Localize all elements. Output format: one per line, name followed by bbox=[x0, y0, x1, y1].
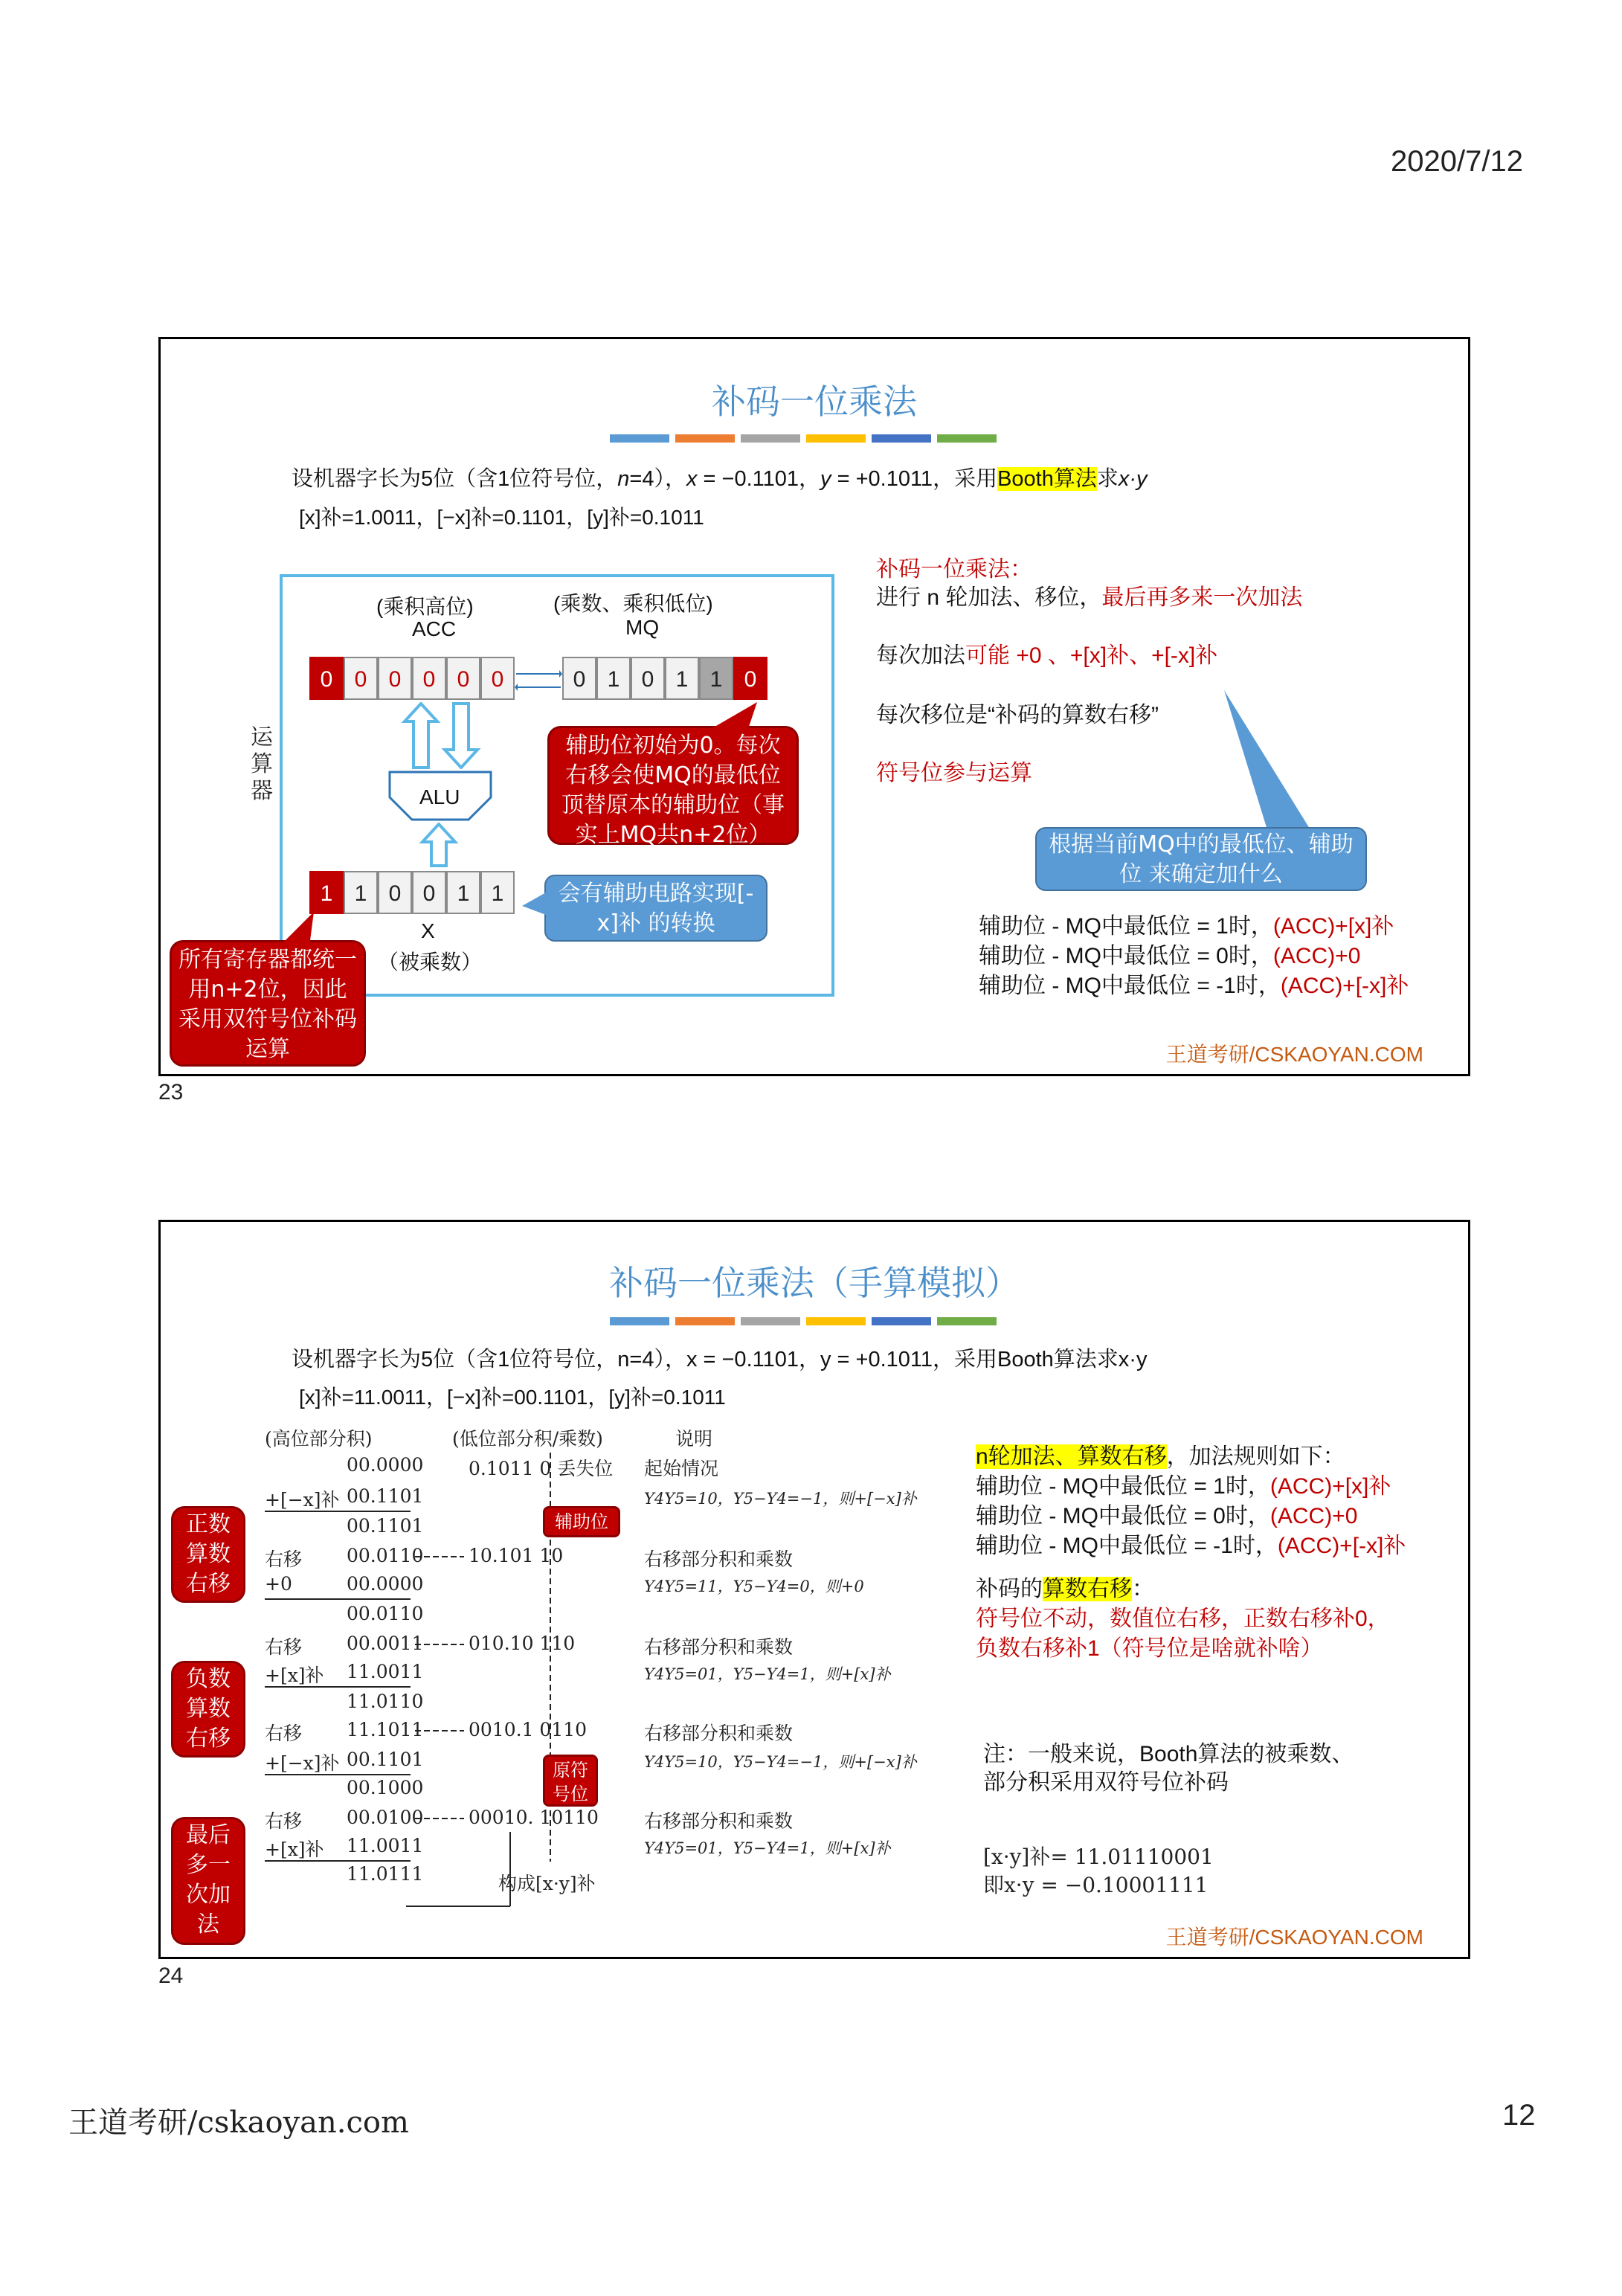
orig-sign-tag: 原符号位 bbox=[543, 1755, 598, 1807]
shift-heading: 补码的算数右移： bbox=[976, 1577, 1154, 1601]
result-true-value: 即x·y = −0.10001111 bbox=[983, 1873, 1209, 1897]
x-alu-arrow bbox=[418, 823, 460, 867]
neg-x-pointer bbox=[522, 890, 547, 919]
col-desc-header: 说明 bbox=[675, 1428, 713, 1450]
alu-label: ALU bbox=[419, 785, 460, 808]
slide-number: 24 bbox=[158, 1964, 184, 1988]
method-steps: 进行 n 轮加法、移位，最后再多来一次加法 bbox=[876, 585, 1303, 610]
mq-bit: 1 bbox=[596, 657, 631, 700]
high-value: 00.1000 bbox=[347, 1777, 424, 1798]
slide-24 bbox=[158, 1220, 1470, 1959]
step-desc: 右移部分积和乘数 bbox=[644, 1636, 794, 1658]
x-bit: 1 bbox=[446, 871, 480, 914]
op-label: +[−x]补 bbox=[265, 1752, 340, 1774]
mq-rule-callout: 根据当前MQ中的最低位、辅助位 来确定加什么 bbox=[1035, 827, 1367, 891]
op-label: +[x]补 bbox=[265, 1665, 324, 1686]
rule-minus-x: 辅助位 - MQ中最低位 = -1时，(ACC)+[-x]补 bbox=[979, 974, 1409, 998]
note-line-1: 注：一般来说，Booth算法的被乘数、 bbox=[983, 1742, 1354, 1766]
rule-plus-zero: 辅助位 - MQ中最低位 = 0时，(ACC)+0 bbox=[976, 1504, 1358, 1528]
low-value: 0.1011 0 丢失位 bbox=[469, 1458, 614, 1479]
low-value: 0010.1 0110 bbox=[469, 1719, 588, 1740]
op-label: +[x]补 bbox=[265, 1839, 324, 1860]
x-label: X bbox=[421, 919, 435, 942]
acc-bit: 0 bbox=[378, 657, 412, 700]
slide-footer: 王道考研/CSKAOYAN.COM bbox=[1165, 1043, 1423, 1066]
positive-shift-callout: 正数算数右移 bbox=[171, 1506, 245, 1603]
x-caption: （被乘数） bbox=[378, 951, 483, 974]
high-value: 00.0000 bbox=[347, 1454, 424, 1476]
step-desc: 右移部分积和乘数 bbox=[644, 1810, 794, 1832]
step-desc: Y4Y5=01，Y5−Y4=1，则+[x]补 bbox=[644, 1839, 891, 1857]
low-value: 010.10 110 bbox=[469, 1633, 576, 1654]
sum-line bbox=[265, 1774, 411, 1775]
sum-line bbox=[265, 1860, 411, 1862]
sum-line bbox=[265, 1511, 411, 1512]
negative-shift-callout: 负数算数右移 bbox=[171, 1661, 245, 1758]
high-value: 11.0011 bbox=[347, 1835, 424, 1856]
high-value: 00.1101 bbox=[347, 1515, 424, 1537]
problem-statement: 设机器字长为5位（含1位符号位，n=4），x = −0.1101，y = +0.1011，采用Booth算法求x·y bbox=[292, 1348, 1148, 1372]
page-number: 12 bbox=[1502, 2099, 1536, 2132]
mq-bit: 1 bbox=[699, 657, 733, 700]
shift-rule-1: 符号位不动，数值位右移，正数右移补0， bbox=[976, 1607, 1390, 1631]
mq-bit: 1 bbox=[665, 657, 699, 700]
page-brand: 王道考研/cskaoyan.com bbox=[68, 2106, 409, 2140]
step-desc: 右移部分积和乘数 bbox=[644, 1723, 794, 1744]
complement-values: [x]补=1.0011，[−x]补=0.1101，[y]补=0.1011 bbox=[299, 506, 704, 529]
acc-caption: (乘积高位) bbox=[376, 595, 474, 618]
high-value: 11.0011 bbox=[347, 1661, 424, 1682]
step-desc: Y4Y5=01，Y5−Y4=1，则+[x]补 bbox=[644, 1665, 891, 1683]
slide-title: 补码一位乘法 bbox=[712, 382, 917, 422]
slide-23 bbox=[158, 337, 1470, 1076]
acc-mq-arrows bbox=[515, 659, 562, 701]
registers-callout: 所有寄存器都统一用n+2位，因此采用双符号位补码运算 bbox=[170, 940, 366, 1067]
acc-bit: 0 bbox=[344, 657, 378, 700]
acc-label: ACC bbox=[412, 617, 457, 640]
high-value: 00.1101 bbox=[347, 1485, 424, 1507]
method-heading: 补码一位乘法： bbox=[876, 557, 1032, 582]
col-high-header: (高位部分积) bbox=[265, 1428, 373, 1450]
note-line-2: 部分积采用双符号位补码 bbox=[983, 1770, 1229, 1795]
op-label: +0 bbox=[265, 1573, 292, 1595]
slide-title: 补码一位乘法（手算模拟） bbox=[609, 1263, 1020, 1303]
rule-plus-x: 辅助位 - MQ中最低位 = 1时，(ACC)+[x]补 bbox=[976, 1474, 1391, 1499]
aux-callout-pointer bbox=[704, 701, 763, 730]
acc-bit: 0 bbox=[446, 657, 480, 700]
aux-bit-callout: 辅助位初始为0。每次右移会使MQ的最低位顶替原本的辅助位（事实上MQ共n+2位） bbox=[547, 726, 799, 845]
col-low-header: (低位部分积/乘数) bbox=[452, 1428, 603, 1450]
sum-line bbox=[265, 1598, 411, 1600]
method-add-options: 每次加法可能 +0 、+[x]补、+[-x]补 bbox=[876, 643, 1218, 668]
step-desc: Y4Y5=10，Y5−Y4=−1，则+[−x]补 bbox=[644, 1753, 917, 1771]
page-date: 2020/7/12 bbox=[1391, 145, 1523, 178]
low-value: 10.101 10 bbox=[469, 1545, 564, 1566]
high-value: 00.0110 bbox=[347, 1545, 424, 1566]
mq-bit: 0 bbox=[562, 657, 596, 700]
acc-bit: 0 bbox=[309, 657, 344, 700]
acc-bit: 0 bbox=[412, 657, 446, 700]
high-value: 00.0000 bbox=[347, 1573, 424, 1595]
mq-callout-pointer bbox=[1202, 689, 1351, 837]
high-value: 11.0111 bbox=[347, 1863, 424, 1885]
rule-plus-zero: 辅助位 - MQ中最低位 = 0时，(ACC)+0 bbox=[979, 944, 1361, 968]
x-bit: 0 bbox=[378, 871, 412, 914]
op-label: 右移 bbox=[265, 1636, 303, 1658]
mq-bit: 0 bbox=[631, 657, 665, 700]
mq-caption: (乘数、乘积低位) bbox=[553, 592, 713, 615]
high-value: 00.0011 bbox=[347, 1633, 424, 1654]
slide-footer: 王道考研/CSKAOYAN.COM bbox=[1165, 1926, 1423, 1949]
complement-values: [x]补=11.0011，[−x]补=00.1101，[y]补=0.1011 bbox=[299, 1386, 726, 1409]
rule-minus-x: 辅助位 - MQ中最低位 = -1时，(ACC)+[-x]补 bbox=[976, 1534, 1406, 1558]
rules-heading: n轮加法、算数右移，加法规则如下： bbox=[976, 1444, 1345, 1469]
op-label: 右移 bbox=[265, 1723, 303, 1744]
rule-plus-x: 辅助位 - MQ中最低位 = 1时，(ACC)+[x]补 bbox=[979, 914, 1394, 939]
x-bit: 0 bbox=[412, 871, 446, 914]
high-value: 11.0110 bbox=[347, 1691, 424, 1712]
result-complement: [x·y]补= 11.01110001 bbox=[983, 1845, 1214, 1869]
shift-rule-2: 负数右移补1（符号位是啥就补啥） bbox=[976, 1636, 1323, 1661]
high-value: 00.0100 bbox=[347, 1807, 424, 1828]
result-caption: 构成[x·y]补 bbox=[498, 1873, 596, 1894]
x-bit: 1 bbox=[480, 871, 515, 914]
mq-aux-bit: 0 bbox=[733, 657, 767, 700]
high-value: 11.1011 bbox=[347, 1719, 424, 1740]
high-value: 00.1101 bbox=[347, 1749, 424, 1770]
sum-line bbox=[265, 1686, 411, 1688]
low-value: 00010. 10110 bbox=[469, 1807, 599, 1828]
op-label: 右移 bbox=[265, 1549, 303, 1570]
slide-number: 23 bbox=[158, 1080, 184, 1104]
acc-bit: 0 bbox=[480, 657, 515, 700]
aux-bit-tag: 辅助位 bbox=[543, 1506, 620, 1537]
step-desc: 起始情况 bbox=[644, 1458, 719, 1479]
op-label: +[−x]补 bbox=[265, 1489, 340, 1511]
op-label: 右移 bbox=[265, 1810, 303, 1832]
last-add-callout: 最后多一次加法 bbox=[171, 1817, 245, 1945]
step-desc: Y4Y5=11，Y5−Y4=0，则+0 bbox=[644, 1578, 864, 1595]
neg-x-callout: 会有辅助电路实现[-x]补 的转换 bbox=[544, 875, 767, 942]
method-sign: 符号位参与运算 bbox=[876, 761, 1032, 785]
alu-side-label: 运 算 器 bbox=[251, 724, 273, 804]
problem-statement: 设机器字长为5位（含1位符号位，n=4），x = −0.1101，y = +0.1011，采用Booth算法求x·y bbox=[292, 467, 1148, 491]
step-desc: Y4Y5=10，Y5−Y4=−1，则+[−x]补 bbox=[644, 1490, 917, 1508]
high-value: 00.0110 bbox=[347, 1603, 424, 1624]
x-bit: 1 bbox=[309, 871, 344, 914]
step-desc: 右移部分积和乘数 bbox=[644, 1549, 794, 1570]
registers-pointer bbox=[272, 910, 317, 948]
alu-acc-arrows bbox=[400, 702, 482, 769]
x-bit: 1 bbox=[344, 871, 378, 914]
mq-label: MQ bbox=[625, 616, 660, 639]
method-shift: 每次移位是“补码的算数右移” bbox=[876, 703, 1159, 727]
